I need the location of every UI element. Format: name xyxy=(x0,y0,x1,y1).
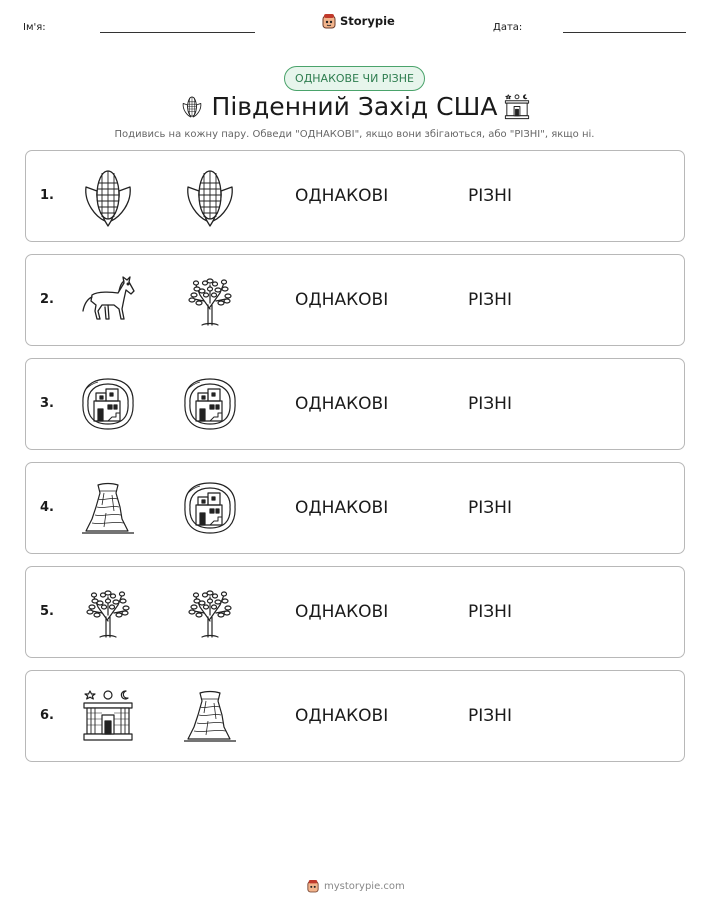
footer-url[interactable]: mystorypie.com xyxy=(324,880,405,892)
right-picture xyxy=(180,685,240,747)
question-number: 5. xyxy=(40,604,54,619)
same-option[interactable]: ОДНАКОВІ xyxy=(295,186,389,206)
different-option[interactable]: РІЗНІ xyxy=(468,498,512,518)
different-option[interactable]: РІЗНІ xyxy=(468,602,512,622)
desert-tree-icon xyxy=(180,269,240,331)
title-row xyxy=(0,92,709,126)
storypie-mascot-icon xyxy=(322,13,336,29)
rock-butte-icon xyxy=(180,685,240,747)
name-label: Ім'я: xyxy=(23,22,46,33)
right-picture xyxy=(180,269,240,331)
same-option[interactable]: ОДНАКОВІ xyxy=(295,706,389,726)
footer xyxy=(307,879,405,893)
question-card-1 xyxy=(25,150,685,242)
question-card-3 xyxy=(25,358,685,450)
different-option[interactable]: РІЗНІ xyxy=(468,394,512,414)
question-card-6 xyxy=(25,670,685,762)
same-option[interactable]: ОДНАКОВІ xyxy=(295,498,389,518)
question-card-5 xyxy=(25,566,685,658)
right-picture xyxy=(180,373,240,435)
brand-name: Storypie xyxy=(340,14,395,28)
question-number: 4. xyxy=(40,500,54,515)
different-option[interactable]: РІЗНІ xyxy=(468,706,512,726)
brand-logo xyxy=(322,13,395,29)
same-option[interactable]: ОДНАКОВІ xyxy=(295,394,389,414)
cliff-dwelling-icon xyxy=(78,373,138,435)
storypie-mascot-icon xyxy=(307,879,319,893)
desert-tree-icon xyxy=(78,581,138,643)
right-picture xyxy=(180,477,240,539)
date-label: Дата: xyxy=(493,22,523,33)
name-field-line[interactable] xyxy=(100,32,255,33)
worksheet-type-badge: ОДНАКОВЕ ЧИ РІЗНЕ xyxy=(284,66,425,91)
pueblo-temple-icon xyxy=(78,685,138,747)
corn-icon xyxy=(78,165,138,227)
pueblo-temple-icon xyxy=(502,92,532,126)
same-option[interactable]: ОДНАКОВІ xyxy=(295,602,389,622)
left-picture xyxy=(78,269,138,331)
question-number: 3. xyxy=(40,396,54,411)
same-option[interactable]: ОДНАКОВІ xyxy=(295,290,389,310)
left-picture xyxy=(78,477,138,539)
left-picture xyxy=(78,685,138,747)
rock-butte-icon xyxy=(78,477,138,539)
corn-icon xyxy=(180,165,240,227)
left-picture xyxy=(78,165,138,227)
page-title: Південний Захід США xyxy=(211,92,498,121)
left-picture xyxy=(78,373,138,435)
different-option[interactable]: РІЗНІ xyxy=(468,186,512,206)
desert-tree-icon xyxy=(180,581,240,643)
left-picture xyxy=(78,581,138,643)
cliff-dwelling-icon xyxy=(180,373,240,435)
question-card-2 xyxy=(25,254,685,346)
right-picture xyxy=(180,165,240,227)
question-number: 1. xyxy=(40,188,54,203)
date-field-line[interactable] xyxy=(563,32,686,33)
worksheet-header xyxy=(0,0,709,50)
question-number: 6. xyxy=(40,708,54,723)
right-picture xyxy=(180,581,240,643)
instructions: Подивись на кожну пару. Обведи "ОДНАКОВІ", якщо вони збігаються, або "РІЗНІ", якщо ні. xyxy=(114,129,595,140)
question-number: 2. xyxy=(40,292,54,307)
horse-icon xyxy=(78,269,138,331)
different-option[interactable]: РІЗНІ xyxy=(468,290,512,310)
question-card-4 xyxy=(25,462,685,554)
cliff-dwelling-icon xyxy=(180,477,240,539)
